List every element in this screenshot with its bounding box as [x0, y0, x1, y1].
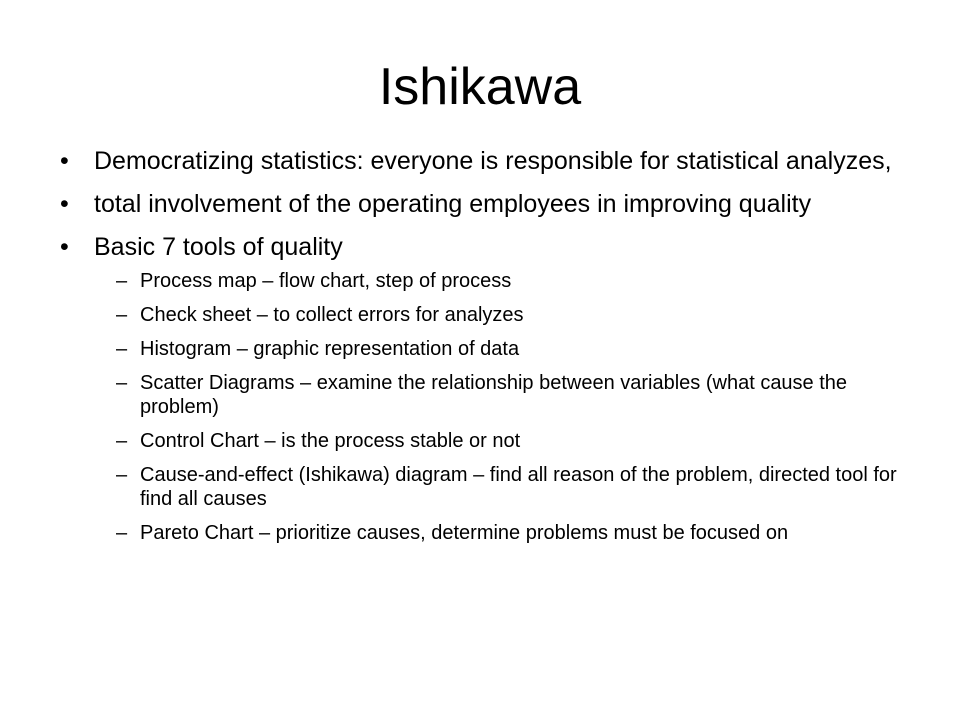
- bullet-text: total involvement of the operating employees in improving quality: [94, 190, 812, 218]
- bullet-item: [60, 232, 920, 545]
- bullet-text: Democratizing statistics: everyone is responsible for statistical analyzes,: [94, 147, 892, 175]
- sub-bullet-item: [60, 269, 920, 293]
- bullet-marker: •: [60, 233, 69, 261]
- sub-bullet-item: [60, 521, 920, 545]
- sub-bullet-text: Process map – flow chart, step of process: [140, 270, 512, 292]
- bullet-item: [60, 146, 920, 177]
- sub-bullet-text: Scatter Diagrams – examine the relationship between variables (what cause the problem): [140, 372, 848, 418]
- bullet-list: [60, 146, 920, 557]
- dash-marker: –: [116, 522, 128, 544]
- dash-marker: –: [116, 304, 128, 326]
- dash-marker: –: [116, 464, 128, 486]
- bullet-text: Basic 7 tools of quality: [94, 233, 343, 261]
- sub-bullet-item: [60, 337, 920, 361]
- sub-bullet-text: Cause-and-effect (Ishikawa) diagram – find all reason of the problem, directed tool for find all causes: [140, 464, 897, 510]
- dash-marker: –: [116, 338, 128, 360]
- dash-marker: –: [116, 372, 128, 394]
- sub-bullet-item: [60, 371, 920, 419]
- sub-bullet-text: Histogram – graphic representation of data: [140, 338, 520, 360]
- sub-bullet-text: Control Chart – is the process stable or not: [140, 430, 521, 452]
- dash-marker: –: [116, 270, 128, 292]
- bullet-marker: •: [60, 190, 69, 218]
- sub-bullet-list: [60, 269, 920, 545]
- dash-marker: –: [116, 430, 128, 452]
- sub-bullet-text: Check sheet – to collect errors for analyzes: [140, 304, 524, 326]
- sub-bullet-item: [60, 429, 920, 453]
- sub-bullet-item: [60, 463, 920, 511]
- slide-title: Ishikawa: [378, 58, 582, 116]
- bullet-item: [60, 189, 920, 220]
- sub-bullet-text: Pareto Chart – prioritize causes, determine problems must be focused on: [140, 522, 789, 544]
- bullet-marker: •: [60, 147, 69, 175]
- sub-bullet-item: [60, 303, 920, 327]
